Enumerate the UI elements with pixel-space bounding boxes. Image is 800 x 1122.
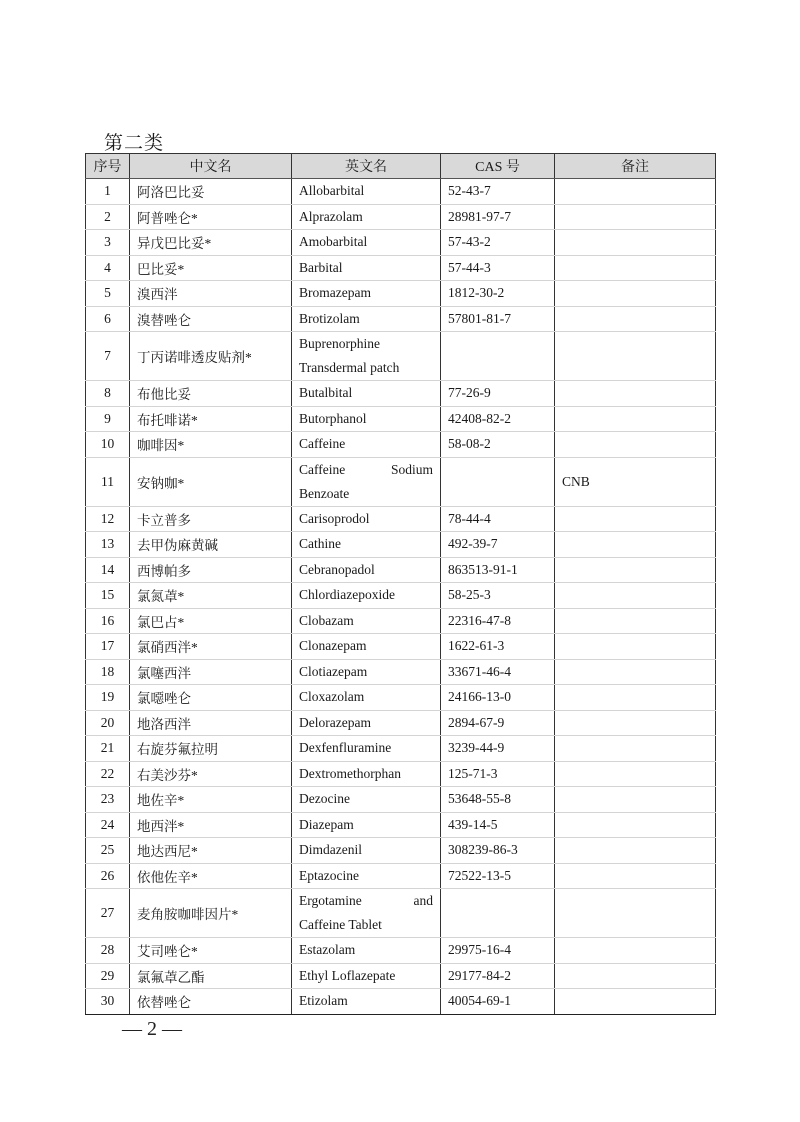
table-row xyxy=(86,506,716,532)
header-english-name: 英文名 xyxy=(292,154,441,179)
cell-serial-number: 22 xyxy=(86,761,130,787)
cell-serial-number: 2 xyxy=(86,204,130,230)
table-row xyxy=(86,406,716,432)
header-chinese-name: 中文名 xyxy=(130,154,292,179)
cell-serial-number: 3 xyxy=(86,230,130,256)
cell-remarks xyxy=(555,583,716,609)
cell-serial-number: 30 xyxy=(86,989,130,1015)
table-row xyxy=(86,889,716,938)
cell-english-name: Butorphanol xyxy=(292,406,441,432)
cell-remarks xyxy=(555,710,716,736)
cell-serial-number: 15 xyxy=(86,583,130,609)
cell-cas-number: 863513-91-1 xyxy=(441,557,555,583)
cell-chinese-name: 地佐辛* xyxy=(130,787,292,813)
cell-chinese-name: 布他比妥 xyxy=(130,381,292,407)
cell-remarks xyxy=(555,989,716,1015)
cell-cas-number xyxy=(441,889,555,938)
table-row xyxy=(86,710,716,736)
cell-chinese-name: 溴西泮 xyxy=(130,281,292,307)
cell-english-name: Dimdazenil xyxy=(292,838,441,864)
table-row xyxy=(86,634,716,660)
cell-serial-number: 9 xyxy=(86,406,130,432)
cell-english-name: Barbital xyxy=(292,255,441,281)
cell-remarks xyxy=(555,838,716,864)
table-row xyxy=(86,432,716,458)
cell-chinese-name: 氯氟䓬乙酯 xyxy=(130,963,292,989)
page-number: — 2 — xyxy=(122,1018,182,1040)
cell-remarks xyxy=(555,506,716,532)
cell-remarks xyxy=(555,938,716,964)
cell-cas-number: 125-71-3 xyxy=(441,761,555,787)
cell-cas-number: 29177-84-2 xyxy=(441,963,555,989)
cell-cas-number: 308239-86-3 xyxy=(441,838,555,864)
cell-remarks xyxy=(555,255,716,281)
cell-chinese-name: 右旋芬氟拉明 xyxy=(130,736,292,762)
cell-chinese-name: 巴比妥* xyxy=(130,255,292,281)
table-row xyxy=(86,787,716,813)
cell-serial-number: 10 xyxy=(86,432,130,458)
cell-english-name: Ethyl Loflazepate xyxy=(292,963,441,989)
cell-english-name: Bromazepam xyxy=(292,281,441,307)
cell-remarks xyxy=(555,685,716,711)
cell-cas-number: 1812-30-2 xyxy=(441,281,555,307)
cell-serial-number: 16 xyxy=(86,608,130,634)
cell-english-name: Etizolam xyxy=(292,989,441,1015)
cell-chinese-name: 阿洛巴比妥 xyxy=(130,179,292,205)
cell-remarks xyxy=(555,608,716,634)
cell-chinese-name: 地西泮* xyxy=(130,812,292,838)
cell-cas-number: 52-43-7 xyxy=(441,179,555,205)
cell-english-name: Butalbital xyxy=(292,381,441,407)
cell-english-name xyxy=(292,332,441,381)
cell-english-name: Delorazepam xyxy=(292,710,441,736)
cell-cas-number: 57-43-2 xyxy=(441,230,555,256)
table-row xyxy=(86,812,716,838)
cell-serial-number: 11 xyxy=(86,457,130,506)
cell-remarks xyxy=(555,659,716,685)
cell-cas-number: 29975-16-4 xyxy=(441,938,555,964)
cell-cas-number xyxy=(441,332,555,381)
cell-remarks xyxy=(555,204,716,230)
cell-chinese-name: 丁丙诺啡透皮贴剂* xyxy=(130,332,292,381)
cell-serial-number: 19 xyxy=(86,685,130,711)
table-row xyxy=(86,204,716,230)
cell-serial-number: 14 xyxy=(86,557,130,583)
table-body xyxy=(86,179,716,1015)
table-row xyxy=(86,838,716,864)
cell-english-name: Cloxazolam xyxy=(292,685,441,711)
table-row xyxy=(86,255,716,281)
cell-english-name: Clobazam xyxy=(292,608,441,634)
cell-chinese-name: 依替唑仑 xyxy=(130,989,292,1015)
cell-remarks xyxy=(555,761,716,787)
table-row xyxy=(86,281,716,307)
cell-cas-number: 439-14-5 xyxy=(441,812,555,838)
cell-serial-number: 27 xyxy=(86,889,130,938)
controlled-substances-table xyxy=(85,153,716,1015)
cell-remarks xyxy=(555,863,716,889)
cell-serial-number: 18 xyxy=(86,659,130,685)
table-row xyxy=(86,989,716,1015)
cell-serial-number: 24 xyxy=(86,812,130,838)
cell-remarks xyxy=(555,332,716,381)
cell-remarks xyxy=(555,532,716,558)
cell-cas-number: 42408-82-2 xyxy=(441,406,555,432)
cell-remarks xyxy=(555,963,716,989)
table-row xyxy=(86,381,716,407)
cell-english-name: Dextromethorphan xyxy=(292,761,441,787)
cell-chinese-name: 氯噻西泮 xyxy=(130,659,292,685)
cell-cas-number: 33671-46-4 xyxy=(441,659,555,685)
cell-remarks xyxy=(555,634,716,660)
cell-remarks xyxy=(555,406,716,432)
english-name-line: Ergotamine and xyxy=(299,893,433,908)
cell-remarks xyxy=(555,381,716,407)
cell-english-name: Chlordiazepoxide xyxy=(292,583,441,609)
table-row xyxy=(86,306,716,332)
cell-serial-number: 6 xyxy=(86,306,130,332)
cell-serial-number: 20 xyxy=(86,710,130,736)
cell-remarks xyxy=(555,432,716,458)
cell-serial-number: 21 xyxy=(86,736,130,762)
cell-cas-number: 492-39-7 xyxy=(441,532,555,558)
table-row xyxy=(86,659,716,685)
table-row xyxy=(86,532,716,558)
table-row xyxy=(86,457,716,506)
cell-serial-number: 17 xyxy=(86,634,130,660)
cell-remarks xyxy=(555,736,716,762)
cell-cas-number xyxy=(441,457,555,506)
cell-serial-number: 13 xyxy=(86,532,130,558)
cell-english-name: Dezocine xyxy=(292,787,441,813)
cell-remarks xyxy=(555,179,716,205)
cell-cas-number: 78-44-4 xyxy=(441,506,555,532)
cell-english-name: Eptazocine xyxy=(292,863,441,889)
table-row xyxy=(86,179,716,205)
table-row xyxy=(86,761,716,787)
cell-cas-number: 58-25-3 xyxy=(441,583,555,609)
cell-chinese-name: 氯巴占* xyxy=(130,608,292,634)
cell-chinese-name: 艾司唑仑* xyxy=(130,938,292,964)
table-row xyxy=(86,938,716,964)
cell-chinese-name: 卡立普多 xyxy=(130,506,292,532)
table-header-row xyxy=(86,154,716,179)
cell-chinese-name: 布托啡诺* xyxy=(130,406,292,432)
cell-serial-number: 5 xyxy=(86,281,130,307)
table-row xyxy=(86,557,716,583)
cell-chinese-name: 溴替唑仑 xyxy=(130,306,292,332)
cell-chinese-name: 地洛西泮 xyxy=(130,710,292,736)
cell-english-name: Allobarbital xyxy=(292,179,441,205)
cell-remarks xyxy=(555,281,716,307)
cell-english-name: Estazolam xyxy=(292,938,441,964)
cell-cas-number: 28981-97-7 xyxy=(441,204,555,230)
table-row xyxy=(86,736,716,762)
english-name-line: Caffeine Tablet xyxy=(299,917,382,932)
cell-serial-number: 23 xyxy=(86,787,130,813)
cell-cas-number: 53648-55-8 xyxy=(441,787,555,813)
english-name-line: Benzoate xyxy=(299,485,350,501)
cell-serial-number: 29 xyxy=(86,963,130,989)
cell-english-name: Amobarbital xyxy=(292,230,441,256)
cell-cas-number: 2894-67-9 xyxy=(441,710,555,736)
english-name-line: Transdermal patch xyxy=(299,360,400,375)
cell-cas-number: 72522-13-5 xyxy=(441,863,555,889)
cell-remarks xyxy=(555,812,716,838)
cell-serial-number: 25 xyxy=(86,838,130,864)
table-row xyxy=(86,685,716,711)
cell-serial-number: 4 xyxy=(86,255,130,281)
cell-english-name: Cebranopadol xyxy=(292,557,441,583)
cell-serial-number: 28 xyxy=(86,938,130,964)
cell-chinese-name: 依他佐辛* xyxy=(130,863,292,889)
cell-english-name: Diazepam xyxy=(292,812,441,838)
header-remarks: 备注 xyxy=(555,154,716,179)
cell-english-name: Dexfenfluramine xyxy=(292,736,441,762)
cell-remarks xyxy=(555,889,716,938)
cell-chinese-name: 氯噁唑仑 xyxy=(130,685,292,711)
cell-chinese-name: 西博帕多 xyxy=(130,557,292,583)
cell-cas-number: 24166-13-0 xyxy=(441,685,555,711)
cell-english-name: Carisoprodol xyxy=(292,506,441,532)
cell-serial-number: 8 xyxy=(86,381,130,407)
table-row xyxy=(86,863,716,889)
cell-chinese-name: 地达西尼* xyxy=(130,838,292,864)
cell-chinese-name: 安钠咖* xyxy=(130,457,292,506)
cell-cas-number: 22316-47-8 xyxy=(441,608,555,634)
cell-chinese-name: 右美沙芬* xyxy=(130,761,292,787)
cell-cas-number: 57801-81-7 xyxy=(441,306,555,332)
cell-chinese-name: 异戊巴比妥* xyxy=(130,230,292,256)
table-row xyxy=(86,963,716,989)
cell-serial-number: 26 xyxy=(86,863,130,889)
english-name-line: Caffeine Sodium xyxy=(299,461,433,477)
cell-cas-number: 1622-61-3 xyxy=(441,634,555,660)
table-row xyxy=(86,583,716,609)
cell-chinese-name: 去甲伪麻黄碱 xyxy=(130,532,292,558)
cell-remarks xyxy=(555,557,716,583)
cell-english-name: Clotiazepam xyxy=(292,659,441,685)
cell-chinese-name: 氯硝西泮* xyxy=(130,634,292,660)
header-serial-number: 序号 xyxy=(86,154,130,179)
cell-cas-number: 3239-44-9 xyxy=(441,736,555,762)
cell-serial-number: 12 xyxy=(86,506,130,532)
cell-remarks xyxy=(555,230,716,256)
table-row xyxy=(86,608,716,634)
cell-cas-number: 58-08-2 xyxy=(441,432,555,458)
cell-english-name: Cathine xyxy=(292,532,441,558)
table-row xyxy=(86,332,716,381)
cell-english-name: Clonazepam xyxy=(292,634,441,660)
header-cas-number: CAS 号 xyxy=(441,154,555,179)
cell-chinese-name: 阿普唑仑* xyxy=(130,204,292,230)
cell-serial-number: 1 xyxy=(86,179,130,205)
cell-english-name: Brotizolam xyxy=(292,306,441,332)
cell-english-name: Alprazolam xyxy=(292,204,441,230)
cell-remarks: CNB xyxy=(555,457,716,506)
cell-english-name xyxy=(292,457,441,506)
english-name-line: Buprenorphine xyxy=(299,336,380,351)
cell-remarks xyxy=(555,306,716,332)
cell-chinese-name: 咖啡因* xyxy=(130,432,292,458)
table-row xyxy=(86,230,716,256)
cell-remarks xyxy=(555,787,716,813)
cell-cas-number: 77-26-9 xyxy=(441,381,555,407)
cell-english-name xyxy=(292,889,441,938)
cell-chinese-name: 麦角胺咖啡因片* xyxy=(130,889,292,938)
cell-cas-number: 57-44-3 xyxy=(441,255,555,281)
cell-english-name: Caffeine xyxy=(292,432,441,458)
cell-serial-number: 7 xyxy=(86,332,130,381)
cell-cas-number: 40054-69-1 xyxy=(441,989,555,1015)
section-title: 第二类 xyxy=(104,133,165,154)
cell-chinese-name: 氯氮䓬* xyxy=(130,583,292,609)
